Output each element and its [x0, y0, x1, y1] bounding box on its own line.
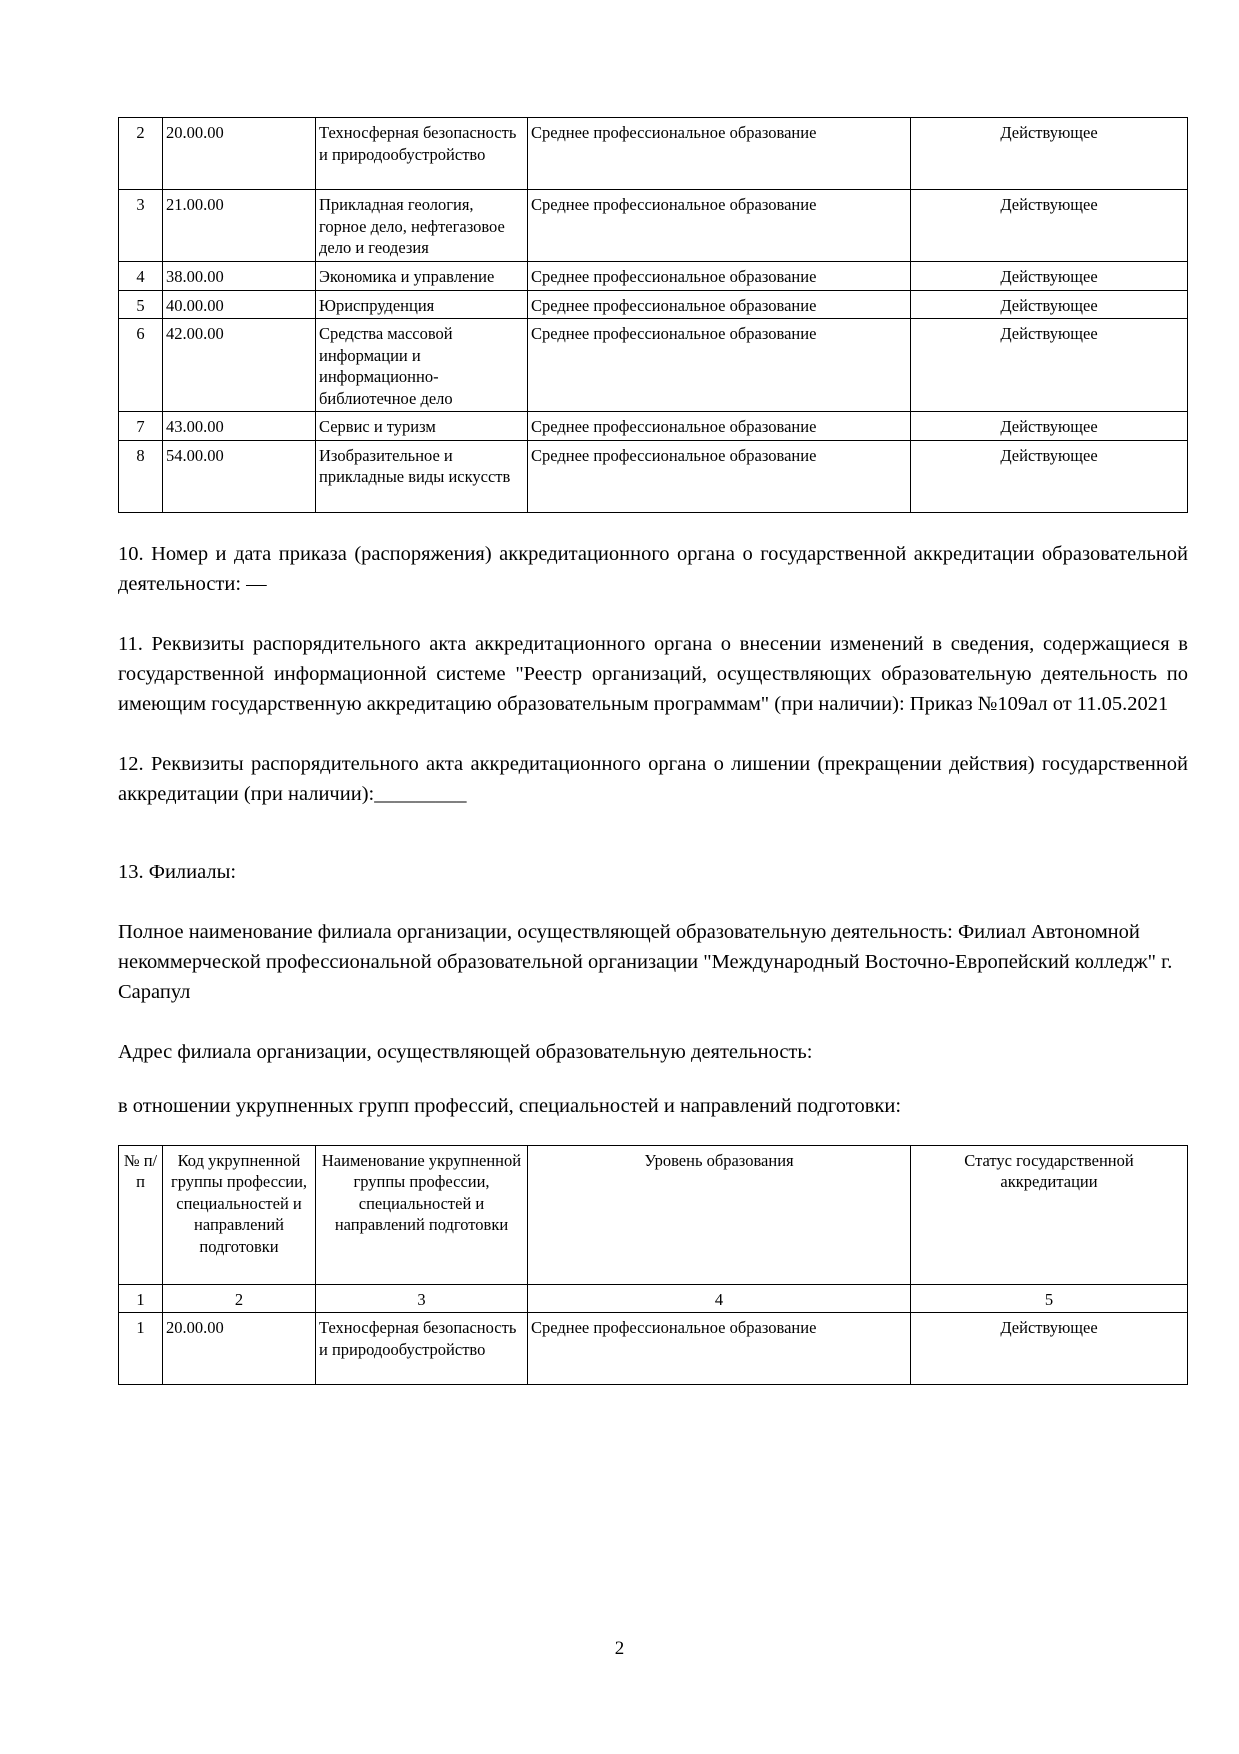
section-11-amendment-act: 11. Реквизиты распорядительного акта аккредитационного органа о внесении изменений в сведения, содержащиеся в государственной информационной системе "Реестр организаций, осуществляющих образовательную деятельность по имеющим государственную аккредитацию образовательным программам" (при наличии): Приказ №109ал от 11.05.2021	[118, 632, 1188, 715]
header-group-name: Наименование укрупненной группы профессии, специальностей и направлений подготовки	[316, 1145, 528, 1284]
branch-full-name: Полное наименование филиала организации, осуществляющей образовательную деятельность: Филиал Автономной некоммерческой профессиональной образовательной организации "Международный Восточно-Европейский колледж" г. Сарапул	[118, 920, 1173, 1003]
group-name: Изобразительное и прикладные виды искусств	[316, 440, 528, 512]
header-group-code: Код укрупненной группы профессии, специальностей и направлений подготовки	[163, 1145, 316, 1284]
table-row	[119, 319, 1188, 412]
column-number: 4	[528, 1284, 911, 1313]
table-row	[119, 412, 1188, 441]
table-row	[119, 190, 1188, 262]
accreditation-status: Действующее	[911, 262, 1188, 291]
column-number: 5	[911, 1284, 1188, 1313]
page-number: 2	[614, 1638, 625, 1659]
branch-accreditation-table	[118, 1145, 1188, 1386]
accreditation-status: Действующее	[911, 118, 1188, 190]
group-code: 43.00.00	[163, 412, 316, 441]
accreditation-status: Действующее	[911, 290, 1188, 319]
accreditation-status: Действующее	[911, 412, 1188, 441]
row-number: 3	[119, 190, 163, 262]
group-name: Техносферная безопасность и природообустройство	[316, 1313, 528, 1385]
group-code: 42.00.00	[163, 319, 316, 412]
row-number: 8	[119, 440, 163, 512]
accreditation-status: Действующее	[911, 440, 1188, 512]
row-number: 1	[119, 1313, 163, 1385]
row-number: 6	[119, 319, 163, 412]
group-code: 21.00.00	[163, 190, 316, 262]
group-name: Экономика и управление	[316, 262, 528, 291]
branch-address: Адрес филиала организации, осуществляющей образовательную деятельность:	[118, 1040, 813, 1063]
table-row	[119, 290, 1188, 319]
education-level: Среднее профессиональное образование	[528, 412, 911, 441]
accreditation-status: Действующее	[911, 190, 1188, 262]
education-level: Среднее профессиональное образование	[528, 319, 911, 412]
education-level: Среднее профессиональное образование	[528, 190, 911, 262]
table-row	[119, 440, 1188, 512]
row-number: 7	[119, 412, 163, 441]
column-number: 1	[119, 1284, 163, 1313]
row-number: 4	[119, 262, 163, 291]
group-name: Юриспруденция	[316, 290, 528, 319]
group-name: Техносферная безопасность и природообустройство	[316, 118, 528, 190]
row-number: 2	[119, 118, 163, 190]
table-header-row	[119, 1145, 1188, 1284]
group-code: 20.00.00	[163, 1313, 316, 1385]
document-page	[118, 117, 1188, 1385]
row-number: 5	[119, 290, 163, 319]
table-row	[119, 118, 1188, 190]
education-level: Среднее профессиональное образование	[528, 1313, 911, 1385]
group-name: Сервис и туризм	[316, 412, 528, 441]
groups-intro: в отношении укрупненных групп профессий, специальностей и направлений подготовки:	[118, 1094, 902, 1117]
section-13-branches: 13. Филиалы:	[118, 860, 237, 883]
column-number: 2	[163, 1284, 316, 1313]
education-level: Среднее профессиональное образование	[528, 118, 911, 190]
education-level: Среднее профессиональное образование	[528, 262, 911, 291]
group-code: 54.00.00	[163, 440, 316, 512]
group-code: 38.00.00	[163, 262, 316, 291]
education-level: Среднее профессиональное образование	[528, 440, 911, 512]
header-education-level: Уровень образования	[528, 1145, 911, 1284]
group-name: Прикладная геология, горное дело, нефтегазовое дело и геодезия	[316, 190, 528, 262]
accreditation-status: Действующее	[911, 1313, 1188, 1385]
education-level: Среднее профессиональное образование	[528, 290, 911, 319]
group-code: 20.00.00	[163, 118, 316, 190]
accreditation-status: Действующее	[911, 319, 1188, 412]
column-number-row	[119, 1284, 1188, 1313]
table-row	[119, 1313, 1188, 1385]
header-accreditation-status: Статус государственной аккредитации	[911, 1145, 1188, 1284]
accreditation-table-continued	[118, 117, 1188, 513]
group-name: Средства массовой информации и информационно-библиотечное дело	[316, 319, 528, 412]
header-number: № п/п	[119, 1145, 163, 1284]
section-10-order: 10. Номер и дата приказа (распоряжения) аккредитационного органа о государственной аккредитации образовательной деятельности: —	[118, 542, 1188, 595]
section-12-revocation-act: 12. Реквизиты распорядительного акта аккредитационного органа о лишении (прекращении действия) государственной аккредитации (при наличии):_________	[118, 752, 1188, 805]
column-number: 3	[316, 1284, 528, 1313]
group-code: 40.00.00	[163, 290, 316, 319]
table-row	[119, 262, 1188, 291]
